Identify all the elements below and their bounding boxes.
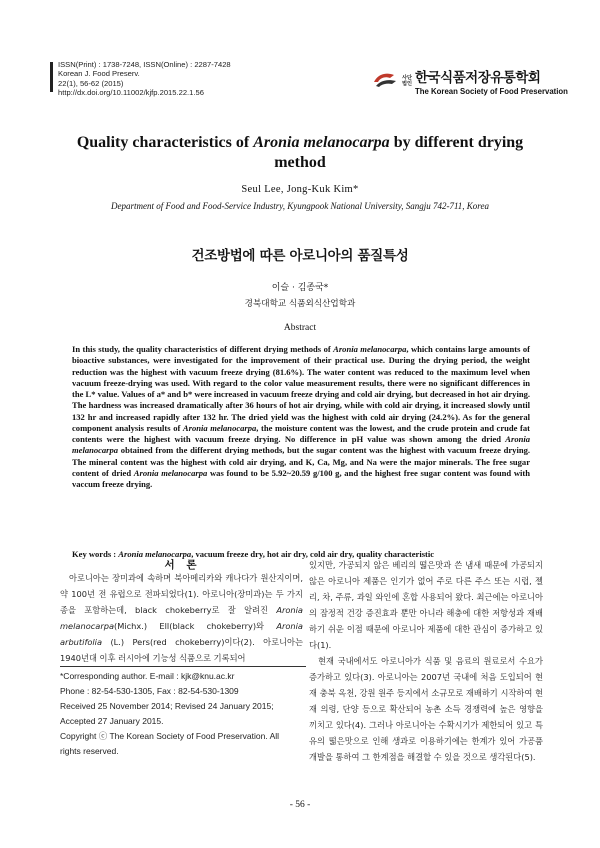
copyright-cont: rights reserved.	[60, 746, 119, 756]
authors: Seul Lee, Jong-Kuk Kim*	[241, 184, 359, 195]
society-emblem-icon	[372, 70, 398, 92]
intro-right-column	[309, 557, 543, 765]
title-species: Aronia melanocarpa	[253, 134, 390, 151]
paper-title: Quality characteristics of Aronia melanocarpa by different drying method	[76, 134, 524, 171]
header-rule	[50, 62, 53, 92]
affiliation: Department of Food and Food-Service Industry, Kyungpook National University, Sangju 742-711, Korea	[111, 201, 489, 211]
journal-metadata	[58, 60, 231, 97]
page-number: - 56 -	[289, 800, 311, 810]
intro-paragraph: 있지만, 가공되지 않은 베리의 떫은맛과 쓴 냄새 때문에 가공되지 않은 아로니아 제품은 인기가 없어 주로 다른 주스 또는 시럽, 젤리, 차, 주류, 과일 와인에 혼합 사용되어 왔다. 최근에는 아로니아의 잠정적 건강 증진효과 뿐만 아니라 해충에 대한 저항성과 재배하기 쉬운 이점 때문에 아로니아 제품에 대한 관심이 증가하고 있다(1).	[309, 560, 543, 650]
issn: ISSN(Print) : 1738-7248, ISSN(Online) : 2287-7428	[58, 60, 231, 69]
footnote	[60, 669, 306, 759]
abstract-heading: Abstract	[283, 323, 317, 333]
corresponding-author: *Corresponding author. E-mail : kjk@knu.ac.kr	[60, 671, 235, 681]
intro-left-column	[60, 570, 303, 666]
society-logo	[372, 66, 568, 96]
abstract-body: In this study, the quality characteristics of different drying methods of Aronia melanocarpa, which contains large amounts of bioactive substances, were investigated for the improvement of their practical use. During the drying period, the weight reduction was the highest with vacuum freeze drying (81.6%). The water content was reduced to the maximum level when vacuum freeze-drying was used. With regard to the color value measurement results, there were no significant differences in the L* value. Values of a* and b* were increased in vacuum freeze drying and cold air drying, but decreased in hot air drying. The hardness was increased dramatically after 36 hours of hot air drying, while with cold air drying, it increased slowly until 132 hr and increased rapidly after 132 hr. The dried yield was the highest with cold air drying (24.2%). As for the general component analysis results of Aronia melanocarpa, the moisture content was the lowest, and the crude protein and crude fat contents were the highest with vacuum freeze drying. No difference in pH value was shown among the dried Aronia melanocarpa obtained from the different drying methods, but the sugar content was the highest with vacuum freeze drying. The mineral content was the highest with cold air drying, and K, Ca, Mg, and Na were the major minerals. The free sugar content of dried Aronia melanocarpa was found to be 5.92~20.59 g/100 g, and the highest free sugar content was found with vaccum freeze drying.	[72, 344, 530, 489]
volume: 22(1), 56-62 (2015)	[58, 78, 124, 88]
korean-affiliation: 경북대학교 식품외식산업학과	[244, 299, 356, 309]
copyright: Copyright ⓒ The Korean Society of Food Preservation. All	[60, 731, 280, 741]
doi-link[interactable]: http://dx.doi.org/10.11002/kjfp.2015.22.1.56	[58, 87, 204, 97]
society-corp-label: 사단법인	[402, 75, 413, 87]
society-name-english: The Korean Society of Food Preservation	[415, 87, 568, 96]
section-title-introduction: 서 론	[164, 559, 201, 571]
journal-name: Korean J. Food Preserv.	[58, 69, 140, 79]
society-name-korean: 한국식품저장유통학회	[415, 70, 541, 86]
contact-phone: Phone : 82-54-530-1305, Fax : 82-54-530-1309	[60, 686, 239, 696]
received-date: Received 25 November 2014; Revised 24 January 2015;	[60, 701, 274, 711]
accepted-date: Accepted 27 January 2015.	[60, 716, 164, 726]
keywords: Key words : Aronia melanocarpa, vacuum freeze dry, hot air dry, cold air dry, quality characteristic	[72, 549, 435, 559]
footnote-divider	[60, 666, 306, 667]
korean-title: 건조방법에 따른 아로니아의 품질특성	[191, 248, 409, 264]
intro-paragraph: 아로니아는 장미과에 속하며 북아메리카와 캐나다가 원산지이며, 약 100년 전 유럽으로 전파되었다(1). 아로니아(장미과)는 두 가지 종을 포함하는데, black chokeberry로 잘 알려진 Aronia melanocarpa(Michx.) Ell(black chokeberry)와 Aronia arbutifolia (L.) Pers(red chokeberry)이다(2). 아로니아는 1940년대 이후 러시아에 기능성 식품으로 기록되어	[60, 573, 303, 663]
korean-authors: 이슬 · 김종국*	[271, 283, 329, 293]
intro-paragraph: 현재 국내에서도 아로니아가 식품 및 음료의 원료로서 수요가 증가하고 있다(3). 아로니아는 2007년 국내에 처음 도입되어 현재 충북 옥천, 강원 원주 등지에서 소규모로 재배하기 시작하여 현재 의령, 단양 등으로 확산되어 농촌 소득 경쟁력에 높은 영향을 끼치고 있다(4). 그러나 아로니아는 수확시기가 제한되어 있고 특유의 떫은맛으로 인해 생과로 이용하기에는 한계가 있어 가공품 개발을 통하여 그 한계점을 해결할 수 있을 것으로 생각된다(5).	[309, 656, 543, 762]
